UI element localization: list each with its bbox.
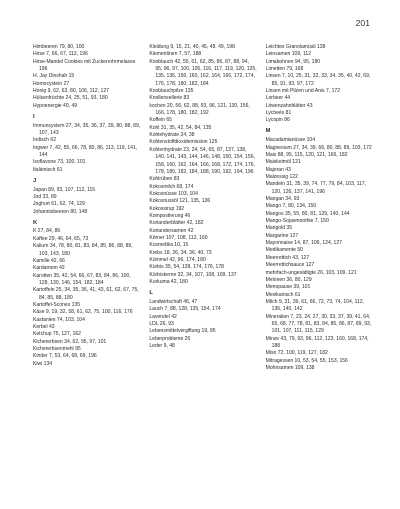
index-entry: Kerbel 43 [33,323,55,330]
index-entry: Joghurt 61, 62, 74, 129 [33,201,85,208]
index-entry: Klementinen 7, 57, 188 [149,51,202,58]
index-entry: Koriandersamen 42 [149,227,194,234]
index-entry: Kohl 31, 35, 42, 54, 84, 135 [149,124,212,131]
index-entry: Kichererbsenmehl 95 [33,345,81,352]
index-entry: Mayonnaise 14, 87, 106, 124, 127 [265,240,342,247]
index-entry: Kardamom 42 [33,265,65,272]
index-entry: Meerrettichsauce 127 [265,262,315,269]
index-entry: Kosmetika 10, 15 [149,242,189,249]
index-entry: Kalium 34, 78, 80, 81, 83, 84, 85, 86, 88, 89, 103, 143, 180 [33,243,133,257]
index-entry: Leder 9, 48 [149,342,175,349]
index-entry: Limabohnen 94, 95, 180 [265,58,321,65]
index-entry: Margarine 127 [265,232,299,239]
index-columns [33,44,373,372]
index-entry: Ingwer 7, 42, 55, 66, 78, 80, 86, 113, 119, 141, 144 [33,144,138,158]
index-entry: Magnesium 27, 34, 39, 66, 80, 88, 89, 103, 172 [265,144,372,151]
index-entry: Indisch 62 [33,137,57,144]
index-entry: Honig 9, 62, 63, 80, 106, 112, 127 [33,88,109,95]
index-entry: Mitragessen 10, 53, 54, 55, 153, 156 [265,357,348,364]
index-entry: Majoran 43 [265,166,291,173]
index-entry: Jod 33, 89 [33,193,57,200]
index-entry: Linsen 7, 10, 25, 31, 32, 33, 34, 35, 40, 42, 69, 85, 91, 93, 97, 172 [265,73,371,87]
index-entry: Hülsenfrüchte 24, 25, 51, 93, 180 [33,95,108,102]
index-entry: Isoflavone 73, 100, 101 [33,159,86,166]
index-entry: Menopause 39, 101 [265,284,311,291]
index-entry: K 27, 84, 86 [33,228,61,235]
index-letter-heading: J [33,177,37,184]
index-entry: Medikamente 50 [265,247,303,254]
index-entry: Mexikanisch 61 [265,291,301,298]
index-entry: Knoblauchpilze 135 [149,88,194,95]
index-entry: Krebs 18, 26, 34, 36, 40, 73 [149,249,212,256]
index-entry: Hypoenergie 40, 49 [33,102,78,109]
index-entry: Kokosmilch 68, 174 [149,183,194,190]
index-entry: Mineralien 7, 23, 24, 27, 30, 33, 37, 39, 41, 64, 65, 68, 77, 78, 81, 83, 84, 85, 86, 87, 89, 93, 101, 107, 111, 115, 129 [265,313,372,335]
index-entry: Milch 9, 31, 39, 61, 66, 72, 73, 74, 104, 112, 136, 140, 142 [265,298,365,313]
index-entry: Kleidung 9, 15, 21, 40, 45, 48, 49, 198 [149,44,235,50]
index-entry: Lycheés 81 [265,110,292,117]
index-column-2 [149,44,256,372]
index-entry: Italienisch 61 [33,166,63,173]
index-entry: H. Jay Dinshah 15 [33,73,75,80]
index-column-3 [266,44,373,372]
index-entry: Melonen 36, 80, 129 [265,276,312,283]
index-entry: Kartoffeln 25, 34, 35, 36, 41, 43, 61, 62, 67, 75, 84, 85, 88, 180 [33,287,139,301]
index-entry: Lebensmittelvergiftung 19, 95 [149,328,216,335]
index-entry: Lavendel 42 [149,313,177,320]
index-entry: Mangan 34, 93 [265,196,300,203]
index-entry: Kokosnüsse 103, 104 [149,190,198,197]
index-entry: Mandeln 31, 35, 39, 74, 77, 79, 84, 103, 117, 120, 126, 137, 141, 196 [265,181,367,195]
index-entry: Miso 72, 100, 119, 127, 182 [265,350,328,357]
index-entry: Immunsystem 27, 34, 35, 36, 37, 39, 80, 88, 89, 107, 143 [33,122,141,136]
index-entry: Mango 7, 80, 134, 150 [265,203,317,210]
index-entry: Kohlenhydrate 23, 24, 54, 65, 87, 137, 138, 140, 141, 143, 144, 146, 148, 150, 154, 156, 158, 160, 162, 164, 166, 168, 172, 174, 176, 178, 180, 182, 184, 188, 190, 192, 194, 196 [149,146,255,175]
index-entry: kochen 20, 56, 62, 88, 93, 96, 121, 130, 156, 166, 178, 180, 182, 192 [149,102,250,117]
index-entry: Japan 89, 93, 107, 112, 115 [33,186,96,193]
index-entry: mehrfach-ungesättigte 26, 103, 109, 121 [265,269,357,276]
index-entry: LDL 26, 93 [149,320,174,327]
index-entry: Minze 43, 79, 93, 96, 112, 123, 160, 168, 174, 188 [265,335,369,349]
index-entry: Käse 9, 19, 32, 58, 61, 62, 75, 100, 116, 176 [33,309,133,316]
index-entry: Himbeeren 79, 80, 100 [33,44,85,50]
index-entry: Leberprobleme 26 [149,335,191,342]
index-letter-heading: I [33,113,35,120]
index-entry: Limetten 79, 168 [265,66,304,73]
index-entry: Korianderblätter 42, 182 [149,220,204,227]
index-entry: Kürbis 35, 54, 128, 174, 176, 178 [149,264,224,271]
index-entry: Kartoffel-Scones 135 [33,301,81,308]
index-entry: Lycopin 86 [265,117,290,124]
index-entry: Kichererbsen 34, 62, 95, 97, 101 [33,338,107,345]
index-entry: Leichtes Granolamüsli 138 [265,44,326,50]
index-letter-heading: K [33,219,38,226]
index-entry: Mangold 35 [265,225,293,232]
index-entry: Löwenzahnblätter 43 [265,102,313,109]
index-entry: Knoblauch 42, 55, 61, 62, 85, 86, 87, 88, 94, 95, 96, 97, 100, 105, 116, 117, 119, 120, 125, 135, 136, 156, 160, 162, 164, 166, 172, 174, 176, 178, 180, 182, 184 [149,58,257,87]
index-entry: Hirse-Mandel Cookies mit Zuckerrohrmelasse 196 [33,58,136,73]
index-entry: Kohlenstoffdioxidemission 125 [149,139,218,146]
index-entry: Macadamianüsse 104 [265,137,316,144]
index-entry: Meerrettich 43, 127 [265,254,310,261]
index-entry: Kamille 42, 66 [33,257,65,264]
index-entry: Johannisbeeren 80, 148 [33,208,88,215]
index-entry: Mango-Sojasmoothie 7, 150 [265,218,329,225]
index-entry: Kastanien 74, 103, 104 [33,316,85,323]
index-entry: Kürbiskerne 32, 34, 107, 108, 109, 137 [149,271,237,278]
index-entry: Koffein 65 [149,117,172,124]
index-letter-heading: M [265,128,271,135]
index-entry: Maiskeimöl 121 [265,159,301,166]
index-entry: Kompostierung 46 [149,212,191,219]
index-entry: Kaffee 29, 46, 64, 65, 73 [33,235,89,242]
index-entry: Kokossirup 192 [149,205,185,212]
index-entry: Kinder 7, 53, 64, 68, 69, 196 [33,353,97,360]
index-entry: Mohnsamen 109, 138 [265,364,315,371]
index-letter-heading: L [149,289,153,296]
index-entry: Kohlehydrate 24, 38 [149,132,195,139]
index-entry: Kokosnussöl 121, 135, 136 [149,198,211,205]
index-entry: Körner 107, 108, 112, 160 [149,234,208,241]
index-column-1 [33,44,140,372]
index-entry: Kiwi 134 [33,360,53,367]
index-entry: Kümmel 42, 96, 174, 180 [149,256,206,263]
index-entry: Lorbeer 44 [265,95,291,102]
index-entry: Kurkuma 42, 180 [149,279,188,285]
index-entry: Malzessig 122 [265,174,298,181]
index-entry: Karotten 35, 42, 54, 66, 67, 83, 84, 86, 100, 128, 130, 146, 154, 182, 184 [33,272,131,286]
page-number: 201 [355,18,370,28]
index-entry: Mangos 35, 55, 80, 81, 129, 140, 144 [265,210,350,217]
index-entry: Landwirtschaft 46, 47 [149,298,198,305]
index-entry: Hirse 7, 66, 67, 112, 196 [33,51,88,58]
index-entry: Knollensellerie 83 [149,95,190,102]
index-entry: Leinsamen 109, 112 [265,51,312,58]
index-entry: Homocystein 27 [33,80,70,87]
index-entry: Linsen mit Pilzen und Anis 7, 172 [265,88,341,95]
index-entry: Ketchup 75, 127, 162 [33,331,81,338]
index-entry: Mais 88, 95, 115, 120, 121, 166, 182 [265,152,348,158]
index-entry: Lauch 7, 88, 128, 135, 154, 174 [149,306,221,313]
index-entry: Kohlrüben 83 [149,176,180,183]
